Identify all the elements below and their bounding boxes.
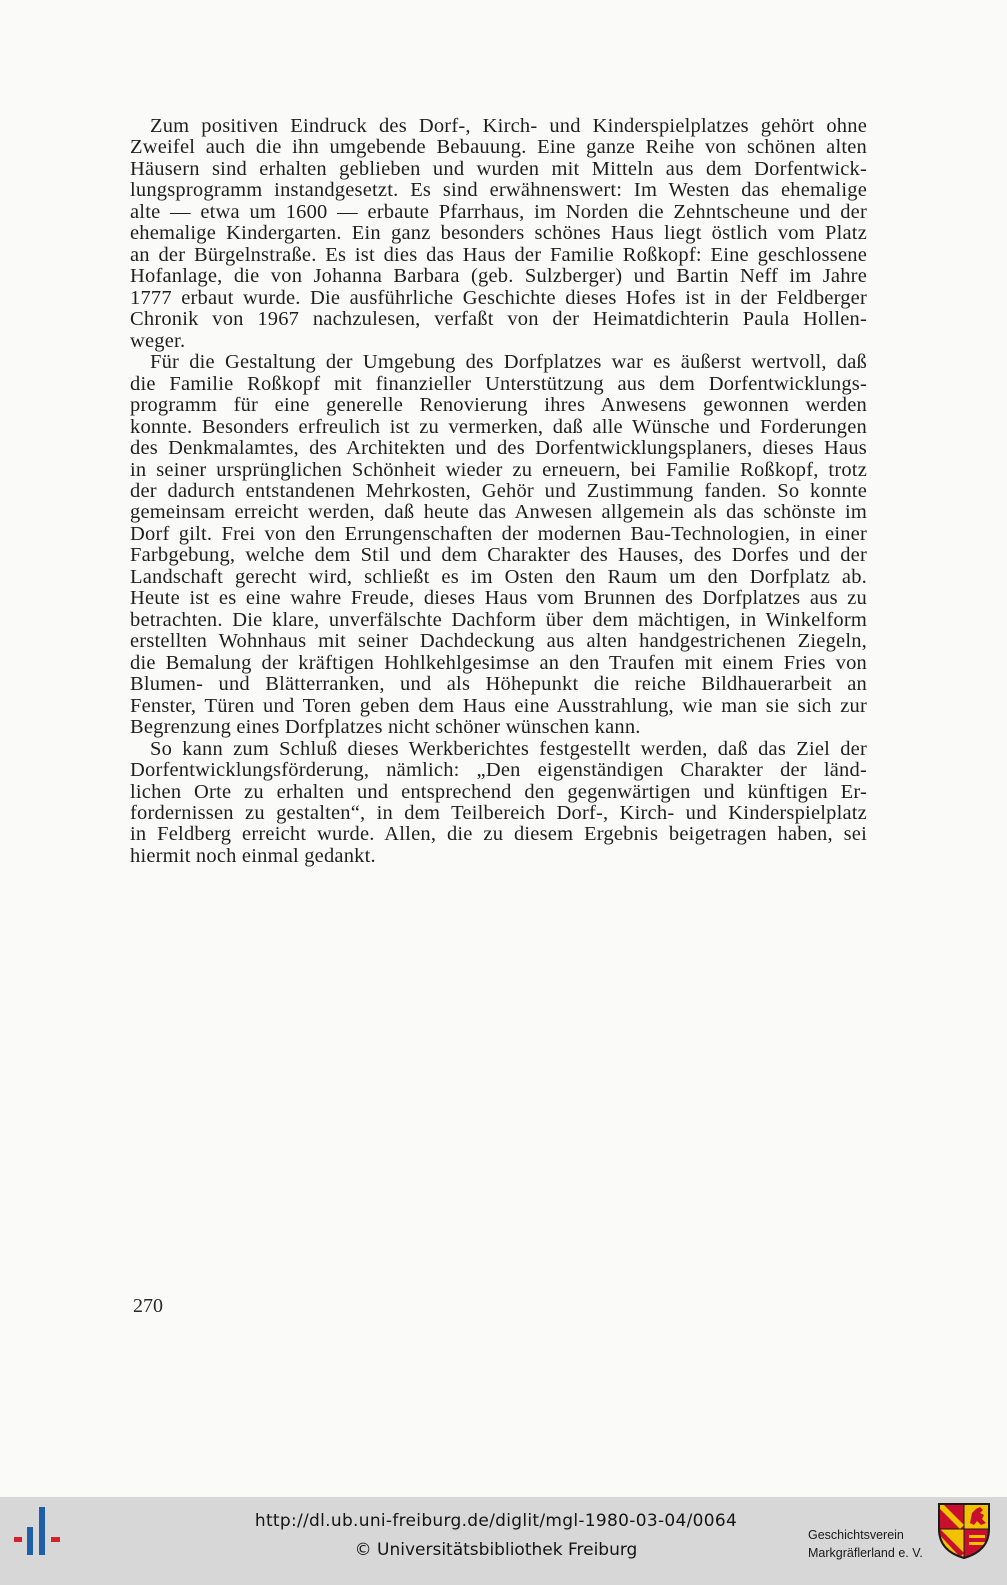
text-line: die Familie Roßkopf mit finanzieller Unterstützung aus dem Dorfentwicklungs- bbox=[130, 372, 867, 395]
paragraph bbox=[130, 352, 867, 738]
text-line: ehemalige Kindergarten. Ein ganz besonders schönes Haus liegt östlich vom Platz bbox=[130, 222, 867, 245]
text-line: So kann zum Schluß dieses Werkberichtes festgestellt werden, daß das Ziel der bbox=[150, 737, 867, 760]
text-line: Blumen- und Blätterranken, und als Höhepunkt die reiche Bildhauerarbeit an bbox=[130, 673, 867, 696]
text-line: alte — etwa um 1600 — erbaute Pfarrhaus, im Norden die Zehntscheune und der bbox=[130, 200, 867, 223]
text-line: Zum positiven Eindruck des Dorf-, Kirch- und Kinderspielplatzes gehört ohne bbox=[150, 116, 867, 137]
text-line: an der Bürgelnstraße. Es ist dies das Haus der Familie Roßkopf: Eine geschlossene bbox=[130, 243, 867, 266]
text-line: fordernissen zu gestalten“, in dem Teilbereich Dorf-, Kirch- und Kinderspielplatz bbox=[130, 802, 867, 824]
text-line: gemeinsam erreicht werden, daß heute das Anwesen allgemein als das schönste im bbox=[130, 501, 867, 524]
text-line: Farbgebung, welche dem Stil und dem Charakter des Hauses, des Dorfes und der bbox=[130, 544, 867, 567]
text-line: Fenster, Türen und Toren geben dem Haus eine Ausstrahlung, wie man sie sich zur bbox=[130, 694, 867, 717]
text-line: weger. bbox=[130, 329, 186, 352]
text-line: hiermit noch einmal gedankt. bbox=[130, 844, 376, 867]
text-line: Chronik von 1967 nachzulesen, verfaßt von der Heimatdichterin Paula Hollen- bbox=[130, 308, 867, 331]
publisher-name-line2: Markgräflerland e. V. bbox=[808, 1546, 923, 1560]
text-line: konnte. Besonders erfreulich ist zu vermerken, daß alle Wünsche und Forderungen bbox=[130, 415, 867, 438]
text-line: die Bemalung der kräftigen Hohlkehlgesimse an den Traufen mit einem Fries von bbox=[130, 651, 867, 674]
text-line: Landschaft gerecht wird, schließt es im Osten den Raum um den Dorfplatz ab. bbox=[130, 565, 867, 588]
text-line: erstellten Wohnhaus mit seiner Dachdeckung aus alten handgestrichenen Ziegeln, bbox=[130, 630, 867, 653]
text-line: Dorfentwicklungsförderung, nämlich: „Den eigenständigen Charakter der länd- bbox=[130, 759, 867, 782]
text-line: betrachten. Die klare, unverfälschte Dachform über dem mächtigen, in Winkelform bbox=[130, 608, 867, 631]
text-line: der dadurch entstandenen Mehrkosten, Gehör und Zustimmung fanden. So konnte bbox=[130, 479, 867, 502]
text-line: Begrenzung eines Dorfplatzes nicht schöner wünschen kann. bbox=[130, 716, 641, 739]
text-line: lichen Orte zu erhalten und entsprechend den gegenwärtigen und künftigen Er- bbox=[130, 780, 867, 803]
text-line: Heute ist es eine wahre Freude, dieses Haus vom Brunnen des Dorfplatzes aus zu bbox=[130, 587, 867, 610]
text-line: in Feldberg erreicht wurde. Allen, die zu diesem Ergebnis beigetragen haben, sei bbox=[130, 823, 867, 846]
text-line: Dorf gilt. Frei von den Errungenschaften der modernen Bau-Technologien, in einer bbox=[130, 522, 867, 545]
text-line: des Denkmalamtes, des Architekten und des Dorfentwicklungsplaners, dieses Haus bbox=[130, 437, 867, 460]
page-number: 270 bbox=[133, 1295, 163, 1317]
text-line: programm für eine generelle Renovierung ihres Anwesens gewonnen werden bbox=[130, 394, 867, 417]
coat-of-arms-icon bbox=[936, 1501, 992, 1561]
copyright-notice: © Universitätsbibliothek Freiburg bbox=[354, 1540, 638, 1560]
text-line: Zweifel auch die ihn umgebende Bebauung. Eine ganze Reihe von schönen alten bbox=[130, 136, 867, 159]
body-text bbox=[130, 116, 867, 867]
text-line: Hofanlage, die von Johanna Barbara (geb. Sulzberger) und Bartin Neff im Jahre bbox=[130, 265, 867, 288]
publisher-name-line1: Geschichtsverein bbox=[808, 1528, 904, 1542]
footer-bar bbox=[0, 1497, 1007, 1585]
paragraph bbox=[130, 739, 867, 868]
text-line: Häusern sind erhalten geblieben und wurden mit Mitteln aus dem Dorfentwick- bbox=[130, 157, 867, 180]
permalink-url[interactable]: http://dl.ub.uni-freiburg.de/diglit/mgl-1980-03-04/0064 bbox=[254, 1511, 738, 1531]
text-line: lungsprogramm instandgesetzt. Es sind erwähnenswert: Im Westen das ehemalige bbox=[130, 179, 867, 202]
paragraph bbox=[130, 116, 867, 352]
text-line: 1777 erbaut wurde. Die ausführliche Geschichte dieses Hofes ist in der Feldberger bbox=[130, 286, 867, 309]
text-line: in seiner ursprünglichen Schönheit wieder zu erneuern, bei Familie Roßkopf, trotz bbox=[130, 458, 867, 481]
text-line: Für die Gestaltung der Umgebung des Dorfplatzes war es äußerst wertvoll, daß bbox=[150, 351, 867, 374]
